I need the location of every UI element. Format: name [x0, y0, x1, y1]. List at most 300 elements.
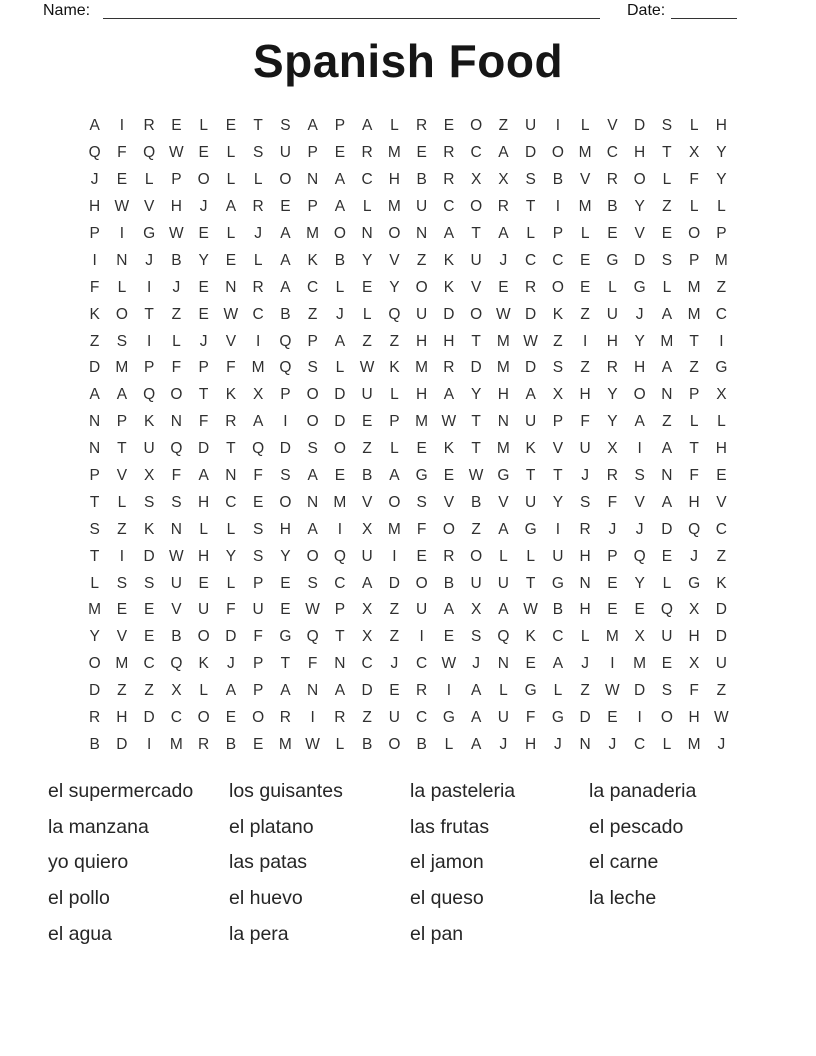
grid-letter: P	[307, 144, 318, 162]
grid-letter: M	[387, 198, 401, 216]
grid-letter: Q	[170, 655, 183, 673]
grid-letter: M	[496, 359, 510, 377]
grid-letter: W	[114, 198, 130, 216]
grid-letter: P	[89, 225, 100, 242]
grid-letter: A	[498, 520, 509, 538]
grid-letter: A	[389, 467, 400, 485]
word-list-column	[48, 774, 229, 952]
grid-letter: L	[335, 359, 345, 377]
grid-letter: H	[715, 440, 727, 458]
grid-letter: I	[337, 520, 343, 538]
grid-letter: B	[361, 735, 373, 753]
grid-letter: A	[661, 440, 673, 458]
grid-letter: O	[197, 709, 210, 727]
grid-letter: I	[146, 735, 152, 753]
grid-letter: Z	[416, 251, 427, 269]
grid-letter: Z	[716, 682, 727, 700]
grid-letter: N	[579, 735, 591, 753]
grid-letter: F	[307, 655, 318, 673]
grid-letter: E	[607, 574, 618, 592]
grid-letter: F	[525, 709, 536, 727]
grid-letter: C	[606, 144, 618, 162]
grid-letter: Y	[552, 493, 564, 511]
grid-letter: P	[116, 413, 128, 431]
grid-letter: I	[719, 332, 724, 350]
grid-letter: E	[634, 601, 645, 619]
grid-letter: W	[305, 601, 320, 619]
grid-letter: O	[306, 413, 319, 431]
grid-letter: X	[171, 682, 182, 700]
grid-letter: I	[555, 198, 561, 216]
grid-letter: P	[334, 601, 346, 619]
grid-letter: D	[470, 359, 482, 377]
grid-letter: M	[306, 225, 320, 242]
grid-letter: P	[716, 225, 727, 242]
grid-letter: I	[146, 278, 152, 296]
grid-letter: T	[471, 332, 481, 350]
grid-letter: E	[143, 601, 155, 619]
grid-letter: S	[634, 467, 645, 485]
grid-letter: F	[689, 682, 699, 700]
grid-letter: E	[661, 655, 673, 673]
grid-letter: A	[470, 735, 482, 753]
grid-letter: L	[226, 144, 236, 162]
grid-letter: K	[89, 305, 100, 323]
grid-letter: N	[89, 413, 101, 431]
grid-letter: L	[689, 413, 699, 431]
date-blank-line	[671, 18, 737, 19]
grid-letter: D	[361, 682, 373, 700]
grid-letter: J	[172, 278, 181, 296]
grid-letter: P	[552, 413, 564, 431]
grid-letter: T	[689, 332, 699, 350]
grid-letter: L	[689, 198, 699, 216]
grid-letter: O	[88, 655, 101, 673]
grid-letter: F	[226, 601, 236, 619]
grid-letter: N	[579, 574, 591, 592]
grid-letter: D	[525, 305, 537, 323]
grid-letter: V	[361, 493, 373, 511]
grid-letter: O	[197, 628, 210, 646]
page-title: Spanish Food	[252, 35, 564, 87]
grid-letter: X	[361, 601, 373, 619]
grid-letter: F	[226, 359, 236, 377]
grid-letter: S	[307, 359, 318, 377]
grid-letter: S	[661, 117, 673, 135]
grid-letter: L	[717, 413, 726, 431]
grid-letter: L	[499, 547, 508, 565]
grid-letter: O	[470, 305, 483, 323]
grid-letter: S	[252, 547, 264, 565]
grid-letter: I	[146, 332, 152, 350]
grid-letter: T	[89, 493, 100, 511]
grid-letter: S	[89, 520, 100, 538]
grid-letter: H	[497, 386, 509, 404]
grid-letter: J	[90, 171, 99, 189]
grid-letter: L	[226, 520, 236, 538]
grid-letter: Z	[553, 332, 563, 350]
grid-letter: C	[552, 628, 564, 646]
grid-letter: C	[443, 198, 455, 216]
word-list-item: la pera	[229, 922, 289, 945]
grid-letter: H	[606, 332, 618, 350]
grid-letter: V	[389, 251, 400, 269]
grid-letter: R	[89, 709, 101, 727]
grid-letter: P	[198, 359, 209, 377]
grid-letter: E	[443, 117, 455, 135]
grid-letter: E	[661, 547, 673, 565]
grid-letter: E	[280, 601, 291, 619]
grid-letter: U	[715, 655, 727, 673]
grid-letter: L	[526, 547, 535, 565]
grid-letter: T	[471, 440, 481, 458]
grid-letter: Z	[89, 332, 100, 350]
grid-letter: Z	[498, 117, 509, 135]
grid-letter: A	[225, 198, 237, 216]
grid-letter: E	[280, 198, 291, 216]
grid-letter: Z	[362, 709, 372, 727]
grid-letter: A	[307, 520, 318, 538]
grid-letter: L	[226, 225, 236, 242]
grid-letter: S	[661, 251, 673, 269]
grid-letter: E	[116, 601, 128, 619]
word-list-item: el queso	[410, 887, 484, 910]
grid-letter: N	[116, 251, 128, 269]
grid-letter: T	[525, 467, 536, 485]
grid-letter: E	[361, 278, 373, 296]
grid-letter: E	[225, 709, 237, 727]
date-label: Date:	[627, 2, 666, 19]
grid-letter: I	[119, 547, 125, 565]
grid-letter: Y	[634, 332, 645, 350]
grid-letter: K	[552, 305, 564, 323]
grid-letter: L	[689, 117, 699, 135]
grid-letter: E	[361, 413, 373, 431]
grid-letter: O	[470, 547, 483, 565]
grid-letter: W	[605, 682, 620, 700]
grid-letter: P	[89, 467, 100, 485]
grid-letter: R	[579, 520, 591, 538]
word-search-grid	[81, 113, 735, 758]
grid-letter: P	[688, 386, 700, 404]
grid-letter: G	[524, 682, 537, 700]
grid-letter: S	[307, 574, 318, 592]
grid-letter: K	[198, 655, 209, 673]
grid-letter: O	[470, 198, 483, 216]
grid-letter: Z	[389, 601, 400, 619]
grid-letter: U	[361, 386, 373, 404]
grid-letter: A	[661, 359, 673, 377]
grid-letter: E	[252, 735, 264, 753]
grid-letter: W	[359, 359, 375, 377]
grid-letter: G	[551, 574, 564, 592]
grid-letter: U	[470, 574, 482, 592]
grid-letter: O	[660, 709, 673, 727]
grid-letter: M	[687, 278, 701, 296]
grid-letter: B	[361, 467, 373, 485]
grid-letter: C	[361, 171, 373, 189]
grid-letter: C	[634, 735, 646, 753]
grid-letter: U	[252, 601, 264, 619]
grid-letter: D	[279, 440, 291, 458]
grid-letter: Y	[607, 413, 618, 431]
grid-letter: I	[119, 117, 125, 135]
grid-letter: B	[280, 305, 291, 323]
grid-letter: S	[280, 117, 291, 135]
grid-letter: G	[497, 467, 510, 485]
grid-letter: F	[689, 171, 699, 189]
grid-letter: H	[443, 332, 455, 350]
grid-letter: Z	[362, 440, 372, 458]
grid-letter: R	[443, 144, 455, 162]
grid-letter: R	[443, 171, 455, 189]
grid-letter: E	[198, 574, 209, 592]
grid-letter: N	[661, 386, 673, 404]
grid-letter: V	[443, 493, 455, 511]
grid-letter: I	[310, 709, 315, 727]
grid-letter: Z	[716, 278, 727, 296]
grid-letter: I	[419, 628, 424, 646]
grid-letter: T	[525, 198, 536, 216]
grid-letter: S	[661, 682, 673, 700]
grid-letter: O	[306, 547, 319, 565]
grid-letter: B	[607, 198, 618, 216]
word-list-item: las frutas	[410, 815, 490, 838]
grid-letter: T	[335, 628, 345, 646]
grid-letter: W	[468, 467, 484, 485]
grid-letter: Y	[470, 386, 482, 404]
grid-letter: A	[634, 413, 645, 431]
grid-letter: E	[416, 144, 427, 162]
grid-letter: H	[416, 332, 428, 350]
grid-letter: M	[633, 655, 647, 673]
grid-letter: R	[143, 117, 155, 135]
grid-letter: C	[416, 709, 428, 727]
grid-letter: J	[199, 198, 208, 216]
grid-letter: X	[361, 628, 373, 646]
grid-letter: P	[607, 547, 618, 565]
grid-letter: V	[470, 278, 482, 296]
word-list-item: los guisantes	[229, 780, 343, 803]
grid-letter: L	[335, 278, 345, 296]
grid-letter: R	[225, 413, 237, 431]
grid-letter: B	[89, 735, 100, 753]
grid-letter: Q	[306, 628, 319, 646]
grid-letter: C	[416, 655, 428, 673]
grid-letter: E	[443, 628, 455, 646]
grid-letter: G	[551, 709, 564, 727]
grid-letter: U	[416, 601, 428, 619]
grid-letter: W	[223, 305, 239, 323]
grid-letter: A	[89, 117, 100, 135]
grid-letter: K	[143, 413, 155, 431]
grid-letter: J	[390, 655, 399, 673]
grid-letter: K	[525, 628, 536, 646]
grid-letter: L	[199, 520, 208, 538]
grid-letter: G	[606, 251, 619, 269]
grid-letter: F	[198, 413, 209, 431]
grid-letter: R	[361, 144, 373, 162]
grid-letter: P	[280, 386, 291, 404]
grid-letter: O	[415, 278, 428, 296]
grid-letter: X	[470, 601, 482, 619]
grid-letter: S	[116, 332, 128, 350]
grid-letter: F	[117, 144, 127, 162]
grid-letter: V	[552, 440, 564, 458]
grid-letter: U	[661, 628, 673, 646]
grid-letter: M	[115, 655, 129, 673]
grid-letter: A	[470, 682, 482, 700]
grid-letter: O	[333, 225, 346, 242]
grid-letter: M	[660, 332, 674, 350]
grid-letter: Q	[333, 547, 346, 565]
grid-letter: P	[307, 332, 318, 350]
grid-letter: W	[169, 144, 184, 162]
grid-letter: D	[661, 520, 673, 538]
grid-letter: E	[225, 251, 237, 269]
grid-letter: U	[388, 709, 400, 727]
grid-letter: T	[144, 305, 154, 323]
word-list-item: el jamon	[410, 851, 484, 874]
grid-letter: S	[470, 628, 482, 646]
grid-letter: E	[579, 278, 591, 296]
grid-letter: U	[143, 440, 155, 458]
word-list-column	[589, 774, 696, 952]
grid-letter: P	[688, 251, 700, 269]
grid-letter: E	[143, 628, 155, 646]
grid-letter: X	[252, 386, 264, 404]
grid-letter: L	[335, 735, 345, 753]
word-list-item: la manzana	[48, 815, 149, 838]
grid-letter: F	[580, 413, 590, 431]
grid-letter: P	[389, 413, 400, 431]
grid-letter: F	[89, 278, 100, 296]
grid-letter: C	[225, 493, 237, 511]
grid-letter: X	[552, 386, 564, 404]
grid-letter: F	[689, 467, 699, 485]
grid-letter: D	[143, 709, 155, 727]
grid-letter: I	[610, 655, 615, 673]
grid-letter: A	[280, 278, 291, 296]
grid-letter: N	[225, 467, 237, 485]
word-list	[48, 774, 696, 952]
grid-letter: E	[579, 251, 591, 269]
grid-letter: B	[334, 251, 346, 269]
grid-letter: F	[171, 359, 182, 377]
grid-letter: B	[552, 601, 564, 619]
grid-letter: E	[389, 682, 400, 700]
grid-letter: T	[662, 144, 672, 162]
grid-letter: H	[279, 520, 291, 538]
grid-letter: W	[441, 655, 457, 673]
grid-letter: S	[307, 440, 318, 458]
grid-letter: H	[579, 547, 591, 565]
grid-letter: S	[252, 144, 264, 162]
grid-letter: H	[579, 386, 591, 404]
grid-letter: C	[143, 655, 155, 673]
grid-letter: E	[607, 225, 618, 242]
grid-letter: A	[361, 117, 373, 135]
grid-letter: Z	[689, 359, 699, 377]
grid-letter: L	[390, 440, 399, 458]
grid-letter: O	[279, 493, 292, 511]
grid-letter: T	[253, 117, 263, 135]
grid-letter: T	[89, 547, 100, 565]
grid-letter: M	[578, 198, 592, 216]
grid-letter: R	[606, 467, 618, 485]
grid-letter: J	[199, 332, 208, 350]
grid-letter: A	[443, 386, 455, 404]
grid-letter: E	[198, 278, 209, 296]
grid-letter: M	[687, 735, 701, 753]
grid-letter: N	[89, 440, 101, 458]
grid-letter: S	[552, 359, 564, 377]
grid-letter: V	[171, 601, 182, 619]
grid-letter: W	[441, 413, 457, 431]
grid-letter: N	[416, 225, 428, 242]
grid-letter: W	[169, 225, 184, 242]
grid-letter: C	[470, 144, 482, 162]
grid-letter: O	[306, 386, 319, 404]
grid-letter: L	[444, 735, 454, 753]
grid-letter: Q	[660, 601, 673, 619]
grid-letter: M	[605, 628, 619, 646]
grid-letter: Q	[279, 359, 292, 377]
grid-letter: A	[252, 413, 264, 431]
grid-letter: T	[117, 440, 127, 458]
grid-letter: O	[333, 440, 346, 458]
grid-letter: R	[443, 547, 455, 565]
grid-letter: A	[361, 574, 373, 592]
grid-letter: T	[226, 440, 236, 458]
grid-letter: W	[523, 601, 538, 619]
grid-letter: T	[525, 574, 536, 592]
grid-letter: Z	[117, 520, 127, 538]
grid-letter: X	[688, 601, 700, 619]
grid-letter: A	[225, 682, 237, 700]
grid-letter: E	[716, 467, 727, 485]
grid-letter: I	[555, 520, 561, 538]
grid-letter: L	[662, 278, 672, 296]
grid-letter: S	[280, 467, 291, 485]
grid-letter: L	[580, 225, 590, 242]
word-list-item: el supermercado	[48, 780, 194, 803]
grid-letter: J	[608, 735, 617, 753]
grid-letter: E	[198, 225, 209, 242]
grid-letter: D	[89, 682, 101, 700]
grid-letter: I	[555, 117, 561, 135]
grid-letter: L	[390, 117, 399, 135]
grid-letter: A	[661, 305, 673, 323]
grid-letter: D	[89, 359, 101, 377]
grid-letter: Y	[716, 171, 727, 189]
grid-letter: C	[715, 520, 727, 538]
grid-letter: M	[387, 520, 401, 538]
grid-letter: Y	[716, 144, 727, 162]
grid-letter: D	[579, 709, 591, 727]
grid-letter: N	[225, 278, 237, 296]
grid-letter: E	[334, 144, 346, 162]
grid-letter: B	[443, 574, 455, 592]
grid-letter: E	[661, 225, 673, 242]
grid-letter: E	[607, 601, 618, 619]
grid-letter: N	[307, 682, 319, 700]
grid-letter: H	[388, 171, 400, 189]
grid-letter: U	[606, 305, 618, 323]
grid-letter: P	[252, 682, 264, 700]
grid-letter: P	[252, 574, 264, 592]
word-list-item: la panaderia	[589, 780, 697, 803]
